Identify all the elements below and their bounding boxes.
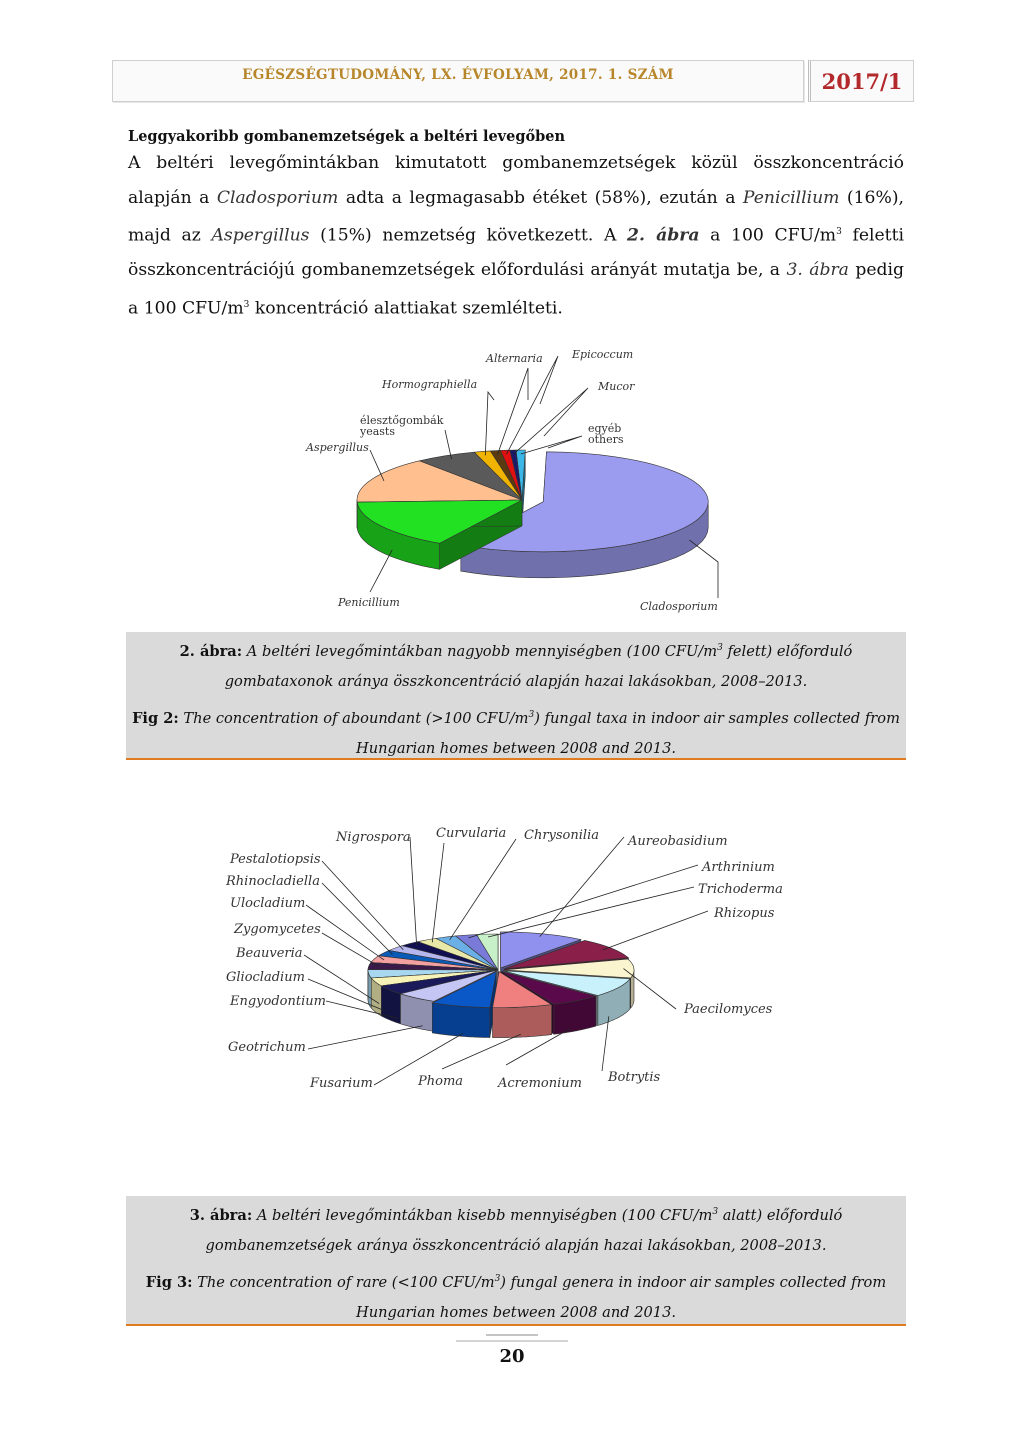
svg-text:Paecilomyces: Paecilomyces	[684, 1002, 773, 1017]
svg-text:Rhinocladiella: Rhinocladiella	[226, 874, 320, 889]
para-text: adta a legmagasabb étéket (58%), ezután a	[338, 187, 743, 208]
para-text: a 100 CFU/m	[699, 225, 837, 246]
caption-label: Fig 3:	[145, 1273, 193, 1291]
svg-text:élesztőgombák: élesztőgombák	[360, 414, 444, 427]
superscript: 3	[528, 709, 535, 720]
pie-label-chrysonilia	[450, 828, 599, 940]
para-text: A beltéri levegőmintákban kimutatott gombanemzetségek közül összkoncentráció alapján a	[128, 153, 904, 208]
svg-text:Rhizopus: Rhizopus	[714, 906, 775, 921]
svg-text:Ulocladium: Ulocladium	[230, 896, 306, 911]
caption-text: The concentration of rare (<100 CFU/m	[192, 1273, 495, 1291]
para-text: (16%), majd az	[128, 187, 904, 246]
svg-text:Hormographiella: Hormographiella	[382, 378, 478, 391]
caption-text: alatt) előforduló gombanemzetségek aránya összkoncentráció alapján hazai lakásokban, 2008–2013.	[205, 1206, 843, 1254]
svg-text:Curvularia: Curvularia	[436, 826, 507, 841]
svg-text:yeasts: yeasts	[360, 425, 395, 438]
genus-penicillium: Penicillium	[742, 187, 840, 208]
superscript: 3	[494, 1273, 501, 1284]
genus-cladosporium: Cladosporium	[216, 187, 339, 208]
caption-text: The concentration of aboundant (>100 CFU/m	[178, 709, 529, 727]
caption-label: 2. ábra:	[179, 642, 243, 660]
pie-label-geotrichum	[228, 1026, 423, 1055]
caption-label: 3. ábra:	[189, 1206, 253, 1224]
svg-text:Pestalotiopsis: Pestalotiopsis	[230, 852, 321, 867]
pie-label-aspergillus	[305, 441, 384, 481]
pie-label-nigrospora	[335, 830, 417, 946]
svg-text:Gliocladium: Gliocladium	[226, 970, 305, 985]
pie-label-leszt-gomb-k-yeasts	[359, 414, 452, 459]
caption-text: A beltéri levegőmintákban kisebb mennyiségben (100 CFU/m	[252, 1206, 713, 1224]
section-title: Leggyakoribb gombanemzetségek a beltéri levegőben	[128, 128, 566, 145]
svg-text:Arthrinium: Arthrinium	[702, 860, 775, 875]
svg-text:Geotrichum: Geotrichum	[228, 1040, 306, 1055]
figure-3-pie-chart	[210, 815, 810, 1105]
svg-text:Botrytis: Botrytis	[608, 1070, 661, 1085]
figure-2-reference: 2. ábra	[627, 225, 700, 246]
figure-2-caption	[126, 632, 906, 760]
caption-text: ) fungal genera in indoor air samples collected from Hungarian homes between 2008 and 2013.	[355, 1273, 887, 1321]
svg-text:egyéb: egyéb	[588, 422, 622, 435]
caption-text: A beltéri levegőmintákban nagyobb mennyiségben (100 CFU/m	[242, 642, 718, 660]
caption-text: felett) előforduló gombataxonok aránya összkoncentráció alapján hazai lakásokban, 2008–2013.	[224, 642, 853, 690]
para-text: pedig a 100 CFU/m	[128, 260, 904, 319]
footer-rule	[456, 1332, 568, 1344]
svg-text:others: others	[588, 433, 624, 446]
svg-text:Trichoderma: Trichoderma	[698, 882, 783, 897]
pie-label-penicillium	[337, 550, 400, 609]
body-paragraph	[128, 146, 904, 326]
svg-text:Acremonium: Acremonium	[498, 1076, 582, 1091]
svg-text:Nigrospora: Nigrospora	[336, 830, 411, 845]
para-text: koncentráció alattiakat szemlélteti.	[249, 298, 563, 319]
pie-label-curvularia	[432, 826, 506, 942]
svg-text:Zygomycetes: Zygomycetes	[234, 922, 321, 937]
svg-text:Mucor: Mucor	[598, 380, 635, 393]
para-text: (15%) nemzetség következett. A	[309, 225, 628, 246]
page-number: 20	[499, 1346, 525, 1367]
journal-title: EGÉSZSÉGTUDOMÁNY, LX. ÉVFOLYAM, 2017. 1. SZÁM	[242, 67, 674, 83]
para-text: feletti összkoncentrációjú gombanemzetségek előfordulási arányát mutatja be, a	[128, 225, 904, 281]
svg-text:Fusarium: Fusarium	[310, 1076, 373, 1091]
superscript: 3	[243, 299, 250, 310]
svg-text:Chrysonilia: Chrysonilia	[524, 828, 599, 843]
issue-number: 2017/1	[821, 69, 903, 94]
figure-2-pie-chart	[290, 340, 760, 620]
svg-text:Aureobasidium: Aureobasidium	[628, 834, 728, 849]
pie-label-egy-b-others	[521, 422, 624, 454]
svg-text:Beauveria: Beauveria	[236, 946, 303, 961]
pie-label-rhizopus	[603, 906, 775, 950]
genus-aspergillus: Aspergillus	[211, 225, 310, 246]
journal-title-box	[112, 60, 804, 102]
journal-header	[112, 60, 912, 102]
svg-text:Aspergillus: Aspergillus	[306, 441, 369, 454]
svg-text:Epicoccum: Epicoccum	[572, 348, 634, 361]
caption-label: Fig 2:	[132, 709, 179, 727]
pie-label-alternaria	[485, 352, 543, 455]
svg-text:Cladosporium: Cladosporium	[640, 600, 718, 613]
svg-text:Phoma: Phoma	[418, 1074, 464, 1089]
pie-label-botrytis	[602, 1016, 661, 1085]
superscript: 3	[717, 643, 723, 653]
svg-text:Engyodontium: Engyodontium	[230, 994, 326, 1009]
pie-label-rhinocladiella	[225, 874, 392, 954]
svg-text:Alternaria: Alternaria	[486, 352, 543, 365]
pie-label-arthrinium	[468, 860, 774, 938]
superscript: 3	[836, 227, 842, 237]
figure-3-caption	[126, 1196, 906, 1326]
svg-text:Penicillium: Penicillium	[338, 596, 400, 609]
issue-box	[808, 60, 914, 102]
caption-text: ) fungal taxa in indoor air samples collected from Hungarian homes between 2008 and 2013.	[355, 709, 900, 757]
pie-label-paecilomyces	[623, 969, 772, 1017]
figure-3-reference: 3. ábra	[786, 260, 849, 281]
superscript: 3	[712, 1207, 719, 1217]
